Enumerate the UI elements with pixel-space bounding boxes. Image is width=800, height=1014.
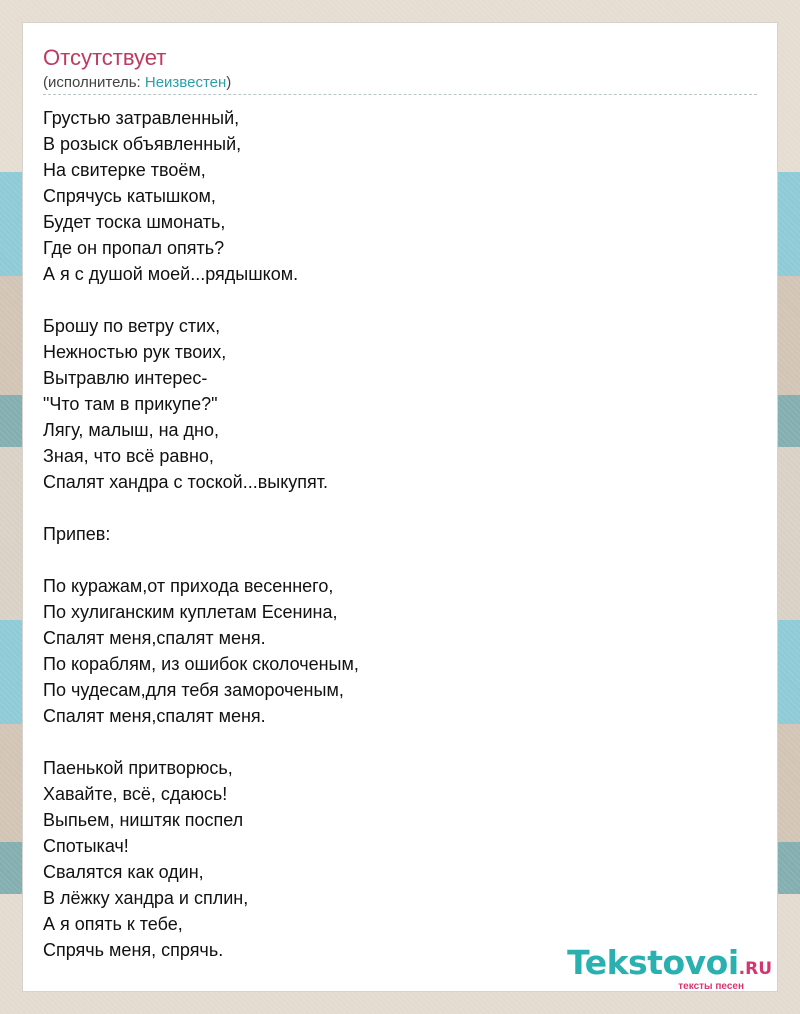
lyric-line: А я с душой моей...рядышком. xyxy=(43,264,299,284)
lyrics-card xyxy=(22,22,778,992)
site-logo[interactable] xyxy=(567,945,772,992)
lyric-line: По хулиганским куплетам Есенина, xyxy=(43,602,338,622)
lyric-line: Паенькой притворюсь, xyxy=(43,758,233,778)
lyric-line: Спрячь меня, спрячь. xyxy=(43,940,224,960)
lyric-line: Спалят меня,спалят меня. xyxy=(43,706,266,726)
lyric-line: Лягу, малыш, на дно, xyxy=(43,420,220,440)
lyric-line: "Что там в прикупе?" xyxy=(43,394,218,414)
lyric-line: По куражам,от прихода весеннего, xyxy=(43,576,334,596)
logo-name: Tekstovoi xyxy=(567,943,739,982)
dashed-divider xyxy=(43,94,757,95)
stanza-break xyxy=(43,547,743,573)
stanza-break xyxy=(43,729,743,755)
lyric-line: Зная, что всё равно, xyxy=(43,446,214,466)
lyric-line: Спотыкач! xyxy=(43,836,129,856)
stanza-break xyxy=(43,495,743,521)
lyric-line: Припев: xyxy=(43,524,111,544)
lyric-line: В розыск объявленный, xyxy=(43,134,242,154)
performer-line xyxy=(43,73,231,93)
lyric-line: Спрячусь катышком, xyxy=(43,186,216,206)
lyric-line: Вытравлю интерес- xyxy=(43,368,208,388)
lyric-line: Выпьем, ништяк поспел xyxy=(43,810,244,830)
lyric-line: По кораблям, из ошибок сколоченым, xyxy=(43,654,359,674)
lyric-line: Спалят хандра с тоской...выкупят. xyxy=(43,472,329,492)
lyric-line: Нежностью рук твоих, xyxy=(43,342,227,362)
song-title: Отсутствует xyxy=(43,45,167,70)
lyric-line: Свалятся как один, xyxy=(43,862,204,882)
lyric-line: Грустью затравленный, xyxy=(43,108,240,128)
lyrics-text xyxy=(43,105,743,963)
lyric-line: В лёжку хандра и сплин, xyxy=(43,888,249,908)
lyric-line: Брошу по ветру стих, xyxy=(43,316,221,336)
logo-tld: .RU xyxy=(738,959,772,979)
performer-prefix: (исполнитель: xyxy=(43,74,145,91)
lyric-line: Будет тоска шмонать, xyxy=(43,212,226,232)
lyric-line: Хавайте, всё, сдаюсь! xyxy=(43,784,228,804)
lyric-line: Спалят меня,спалят меня. xyxy=(43,628,266,648)
lyric-line: Где он пропал опять? xyxy=(43,238,225,258)
performer-suffix: ) xyxy=(226,74,232,91)
logo-tagline: тексты песен xyxy=(678,981,744,992)
performer-link[interactable]: Неизвестен xyxy=(144,74,227,91)
lyric-line: По чудесам,для тебя замороченым, xyxy=(43,680,344,700)
stanza-break xyxy=(43,287,743,313)
lyric-line: На свитерке твоём, xyxy=(43,160,206,180)
lyric-line: А я опять к тебе, xyxy=(43,914,183,934)
